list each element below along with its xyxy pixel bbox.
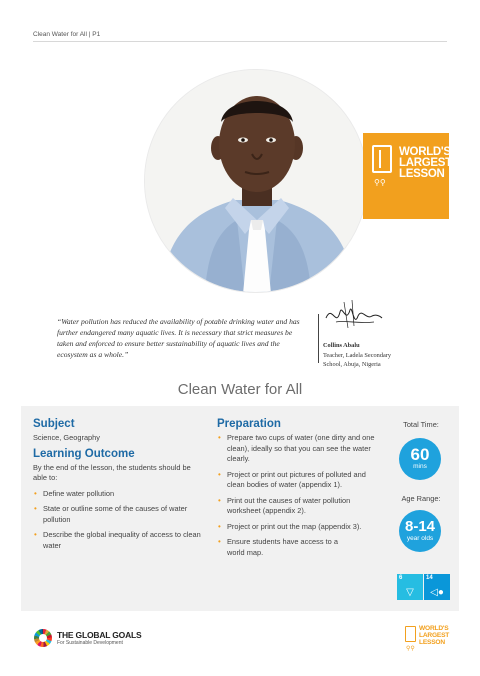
footer-logo-text: WORLD'S LARGEST LESSON [419,625,450,646]
list-item: • Project or print out the map (appendix 3). [217,522,382,533]
global-goals-title: THE GLOBAL GOALS [57,630,142,640]
people-icon: ⚲⚲ [406,646,415,652]
list-item: • State or outline some of the causes of water pollution [33,504,201,525]
page-header: Clean Water for All | P1 [33,31,101,38]
teacher-portrait [144,69,368,293]
list-item: • Ensure students have access to a world map. [217,537,347,558]
age-range-value: 8-14 [404,518,436,535]
learning-outcome-heading: Learning Outcome [33,447,135,460]
worlds-largest-lesson-footer-logo [405,623,451,657]
total-time-label: Total Time: [403,420,439,429]
preparation-heading: Preparation [217,418,281,430]
list-item: • Describe the global inequality of access to clean water [33,530,201,551]
preparation-column [217,417,382,558]
badge-text: WORLD'S LARGEST LESSON [399,146,452,180]
preparation-list [217,433,382,558]
total-time-circle [399,438,441,480]
quote-divider [318,314,319,363]
author-name: Collins Abalu [323,342,360,349]
sdg-tile-14: 14 ◁● [424,574,450,600]
age-range-unit: year olds [406,535,434,542]
age-range-circle [399,510,441,552]
learning-outcome-intro: By the end of the lesson, the students should be able to: [33,462,191,482]
people-icon: ⚲⚲ [374,178,386,187]
lesson-title: Clean Water for All [177,381,303,398]
total-time-value: 60 [410,445,430,464]
book-icon [372,145,392,173]
sdg-tile-6: 6 ▽ [397,574,423,600]
list-item: • Define water pollution [33,489,201,500]
header-divider [33,41,447,42]
list-item: • Prepare two cups of water (one dirty and one clean), ideally so that you can see the water clearly. [217,433,382,465]
water-glass-icon: ▽ [406,587,414,598]
subject-text: Science, Geography [33,433,100,442]
list-item: • Project or print out pictures of polluted and clean bodies of water (appendix 1). [217,470,382,491]
learning-outcome-list [33,489,201,552]
total-time-unit: mins [413,463,427,470]
fish-icon: ◁● [430,587,444,598]
list-item: • Print out the causes of water pollution worksheet (appendix 2). [217,496,382,517]
sdg-wheel-icon [34,629,52,647]
signature [322,298,384,334]
subject-outcome-column [33,417,201,551]
book-icon [405,626,416,642]
global-goals-subtitle: For Sustainable Development [57,640,123,646]
age-range-label: Age Range: [401,494,441,503]
quote-author [323,341,403,370]
teacher-quote: “Water pollution has reduced the availability of potable drinking water and has further endangered many aquatic lives. It is necessary that strict measures be taken and enforced to ensure better sustainability of aquatic lives and the ecosystem as a whole.” [57,317,300,359]
subject-heading: Subject [33,418,75,430]
worlds-largest-lesson-badge [363,133,452,219]
author-role: Teacher, Ladela Secondary School, Abuja, Nigeria [323,351,392,368]
